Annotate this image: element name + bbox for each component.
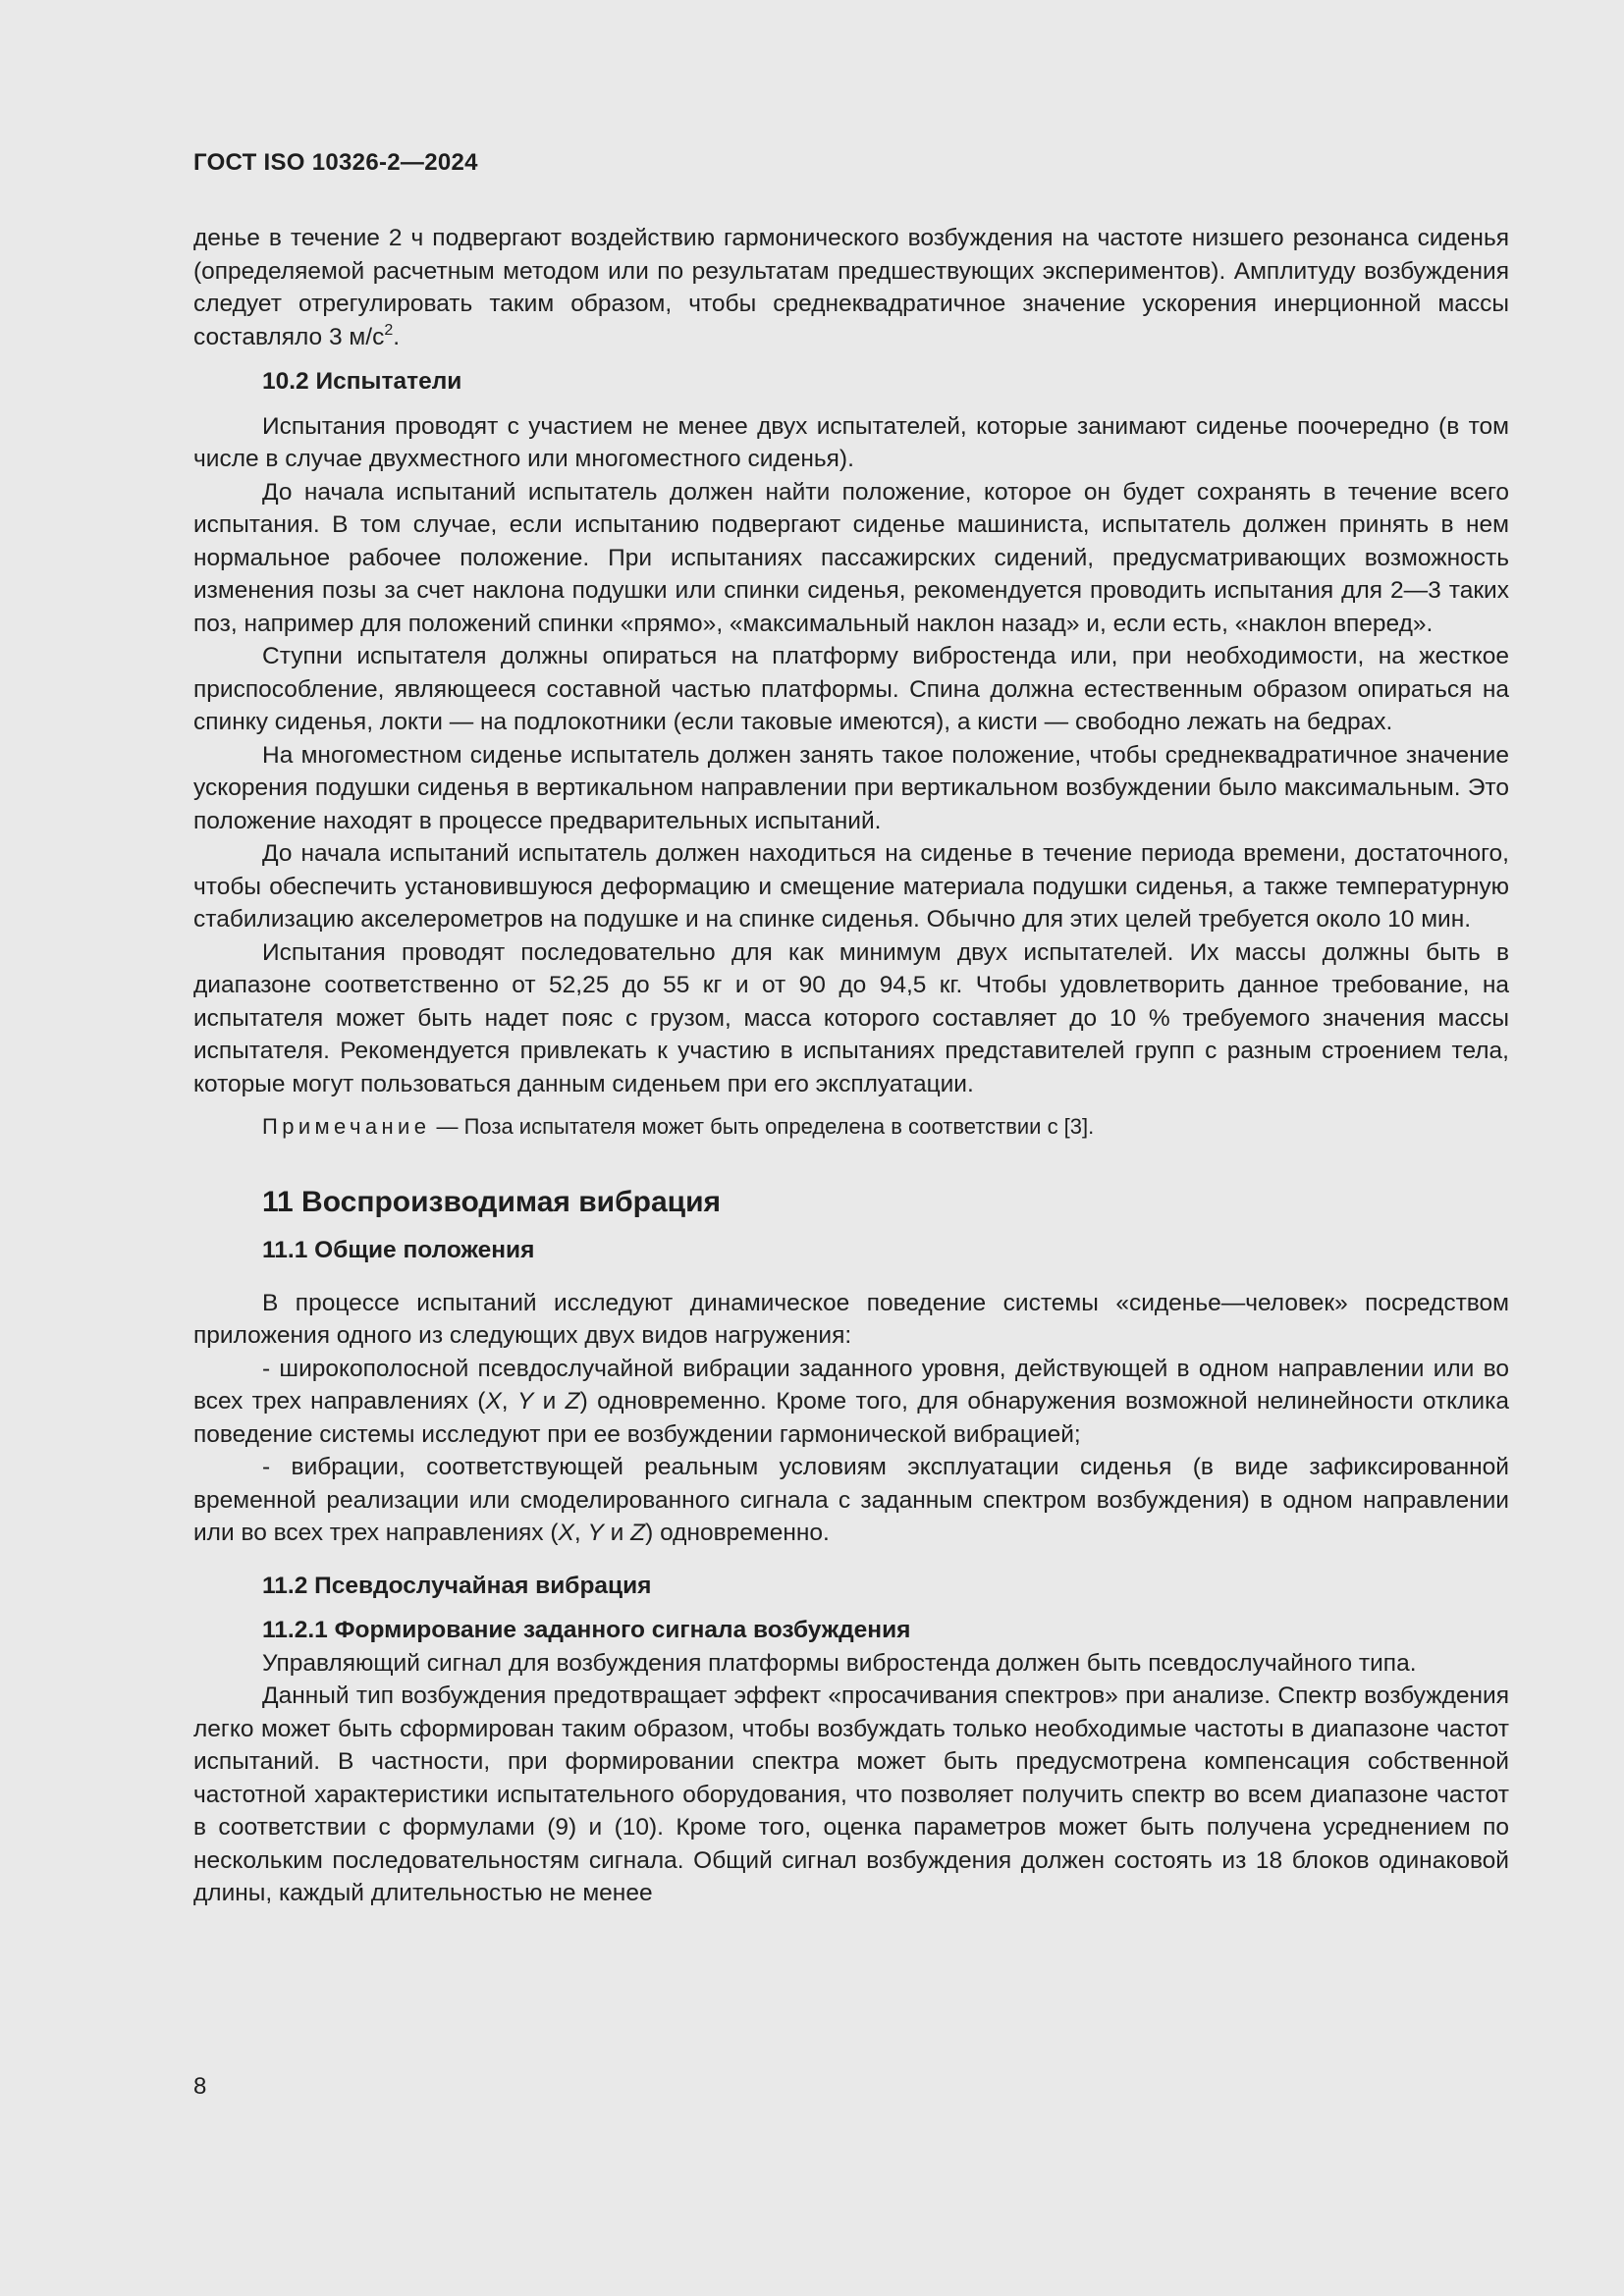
heading-11: 11 Воспроизводимая вибрация xyxy=(262,1186,722,1218)
heading-11-2: 11.2 Псевдослучайная вибрация xyxy=(262,1572,652,1599)
paragraph: До начала испытаний испытатель должен найти положение, которое он будет сохранять в течение всего испытания. В том случае, если испытанию подвергают сиденье машиниста, испытатель должен принять в нем нормальное рабочее положение. При испытаниях пассажирских сидений, предусматривающих возможность изменения позы за счет наклона подушки или спинки сиденья, рекомендуется проводить испытания для 2—3 таких поз, например для положений спинки «прямо», «максимальный наклон назад» и, если есть, «наклон вперед». xyxy=(193,478,1509,637)
page-number: 8 xyxy=(193,2073,207,2100)
paragraph: На многоместном сиденье испытатель должен занять такое положение, чтобы среднеквадратичное значение ускорения подушки сиденья в вертикальном направлении при вертикальном возбуждении было максимальным. Это положение находят в процессе предварительных испытаний. xyxy=(193,741,1509,834)
note-label: Примечание xyxy=(262,1114,431,1139)
superscript: 2 xyxy=(384,321,394,339)
heading-11-2-1: 11.2.1 Формирование заданного сигнала возбуждения xyxy=(262,1617,911,1643)
paragraph: Управляющий сигнал для возбуждения платформы вибростенда должен быть псевдослучайного типа. xyxy=(262,1649,1417,1677)
paragraph: До начала испытаний испытатель должен находиться на сиденье в течение периода времени, достаточного, чтобы обеспечить установившуюся деформацию и смещение материала подушки сиденья, а также температурную стабилизацию акселерометров на подушке и на спинке сиденья. Обычно для этих целей требуется около 10 мин. xyxy=(193,840,1509,933)
note-text: — Поза испытателя может быть определена в соответствии с [3]. xyxy=(430,1114,1095,1139)
list-item: - вибрации, соответствующей реальным условиям эксплуатации сиденья (в виде зафиксированной временной реализации или смоделированного сигнала с заданным спектром возбуждения) в одном направлении или во всех трех направлениях (X, Y и Z) одновременно. xyxy=(193,1454,1509,1546)
continued-paragraph: денье в течение 2 ч подвергают воздействию гармонического возбуждения на частоте низшего резонанса сиденья (определяемой расчетным методом или по результатам предшествующих экспериментов). Амплитуду возбуждения следует отрегулировать таким образом, чтобы среднеквадратичное значение ускорения инерционной массы составляло 3 $м/с^2$. xyxy=(193,225,1509,350)
heading-11-1: 11.1 Общие положения xyxy=(262,1237,535,1263)
document-code-header: ГОСТ ISO 10326-2—2024 xyxy=(193,149,478,176)
document-body xyxy=(193,222,1509,1910)
paragraph: Испытания проводят с участием не менее двух испытателей, которые занимают сиденье поочередно (в том числе в случае двухместного или многоместного сиденья). xyxy=(193,412,1509,472)
paragraph: Ступни испытателя должны опираться на платформу вибростенда или, при необходимости, на жесткое приспособление, являющееся составной частью платформы. Спина должна естественным образом опираться на спинку сиденья, локти — на подлокотники (если таковые имеются), а кисти — свободно лежать на бедрах. xyxy=(193,643,1509,735)
heading-10-2: 10.2 Испытатели xyxy=(262,368,462,395)
paragraph: Данный тип возбуждения предотвращает эффект «просачивания спектров» при анализе. Спектр возбуждения легко может быть сформирован таким образом, чтобы возбуждать только необходимые частоты в диапазоне частот испытаний. В частности, при формировании спектра может быть предусмотрена компенсация собственной частотной характеристики испытательного оборудования, что позволяет получить спектр во всем диапазоне частот в соответствии с формулами (9) и (10). Кроме того, оценка параметров может быть получена усреднением по нескольким последовательностям сигнала. Общий сигнал возбуждения должен состоять из 18 блоков одинаковой длины, каждый длительностью не менее xyxy=(193,1682,1509,1906)
list-item: - широкополосной псевдослучайной вибрации заданного уровня, действующей в одном направлении или во всех трех направлениях (X, Y и Z) одновременно. Кроме того, для обнаружения возможной нелинейности отклика поведение системы исследуют при ее возбуждении гармонической вибрацией; xyxy=(193,1355,1510,1448)
paragraph: Испытания проводят последовательно для как минимум двух испытателей. Их массы должны быть в диапазоне соответственно от 52,25 до 55 кг и от 90 до 94,5 кг. Чтобы удовлетворить данное требование, на испытателя может быть надет пояс с грузом, масса которого составляет до 10 % требуемого значения массы испытателя. Рекомендуется привлекать к участию в испытаниях представителей групп с разным строением тела, которые могут пользоваться данным сиденьем при его эксплуатации. xyxy=(193,938,1509,1097)
note xyxy=(193,1112,1509,1142)
paragraph: В процессе испытаний исследуют динамическое поведение системы «сиденье—человек» посредством приложения одного из следующих двух видов нагружения: xyxy=(193,1289,1509,1349)
